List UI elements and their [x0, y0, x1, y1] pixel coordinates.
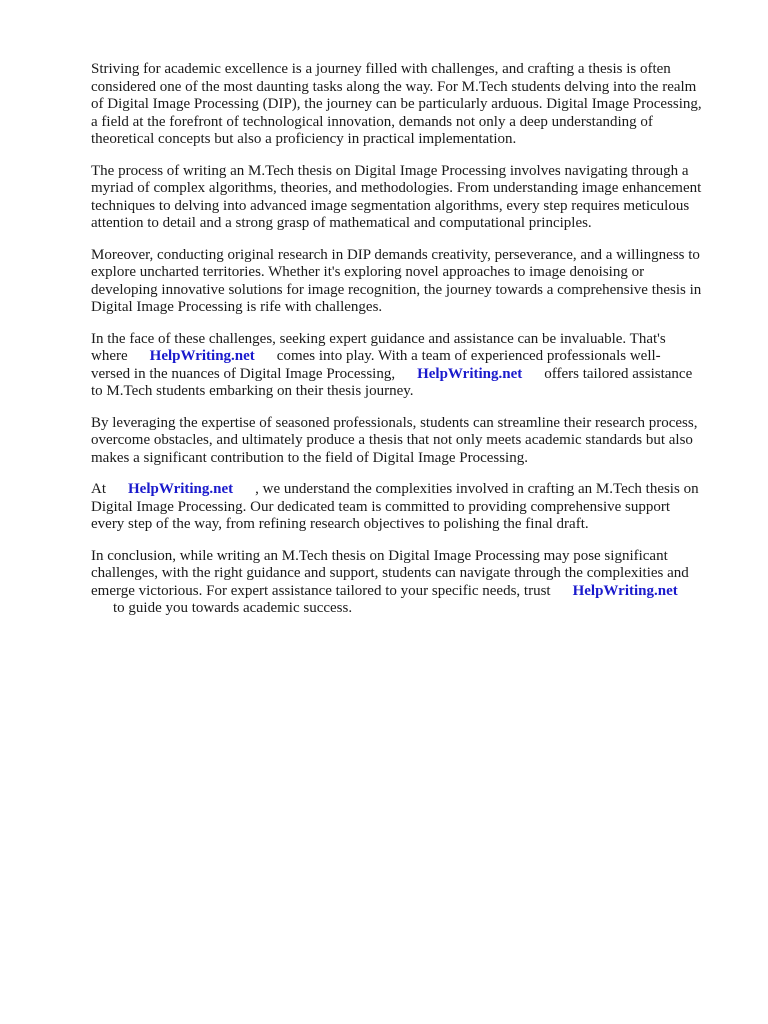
text-line — [91, 548, 702, 566]
text-segment: offers tailored assistance — [544, 365, 693, 382]
text-line — [91, 583, 702, 601]
text-segment: a field at the forefront of technological innovation, demands not only a deep understanding of — [91, 113, 653, 130]
text-segment: of Digital Image Processing (DIP), the journey can be particularly arduous. Digital Image Processing, — [91, 96, 702, 112]
text-segment: makes a significant contribution to the field of Digital Image Processing. — [91, 449, 528, 466]
text-line — [91, 366, 702, 384]
text-segment: Digital Image Processing is rife with challenges. — [91, 299, 383, 315]
text-segment: At — [91, 481, 106, 497]
text-segment: Striving for academic excellence is a journey filled with challenges, and crafting a thesis is often — [91, 61, 671, 77]
helpwriting-link[interactable]: HelpWriting.net — [128, 481, 234, 497]
text-line — [91, 198, 702, 216]
text-line — [91, 499, 702, 517]
text-line — [91, 348, 702, 366]
text-segment: attention to detail and a strong grasp of mathematical and computational principles. — [91, 215, 592, 231]
text-line — [91, 180, 702, 198]
text-line — [91, 131, 702, 149]
text-segment: theoretical concepts but also a proficiency in practical implementation. — [91, 131, 517, 147]
paragraph — [91, 163, 702, 233]
text-line — [91, 61, 702, 79]
helpwriting-link[interactable]: HelpWriting.net — [417, 365, 523, 382]
text-line — [91, 247, 702, 265]
text-line — [91, 299, 702, 317]
text-segment: emerge victorious. For expert assistance tailored to your specific needs, trust — [91, 582, 551, 599]
text-segment: where — [91, 348, 128, 364]
paragraph — [91, 481, 702, 534]
text-segment: developing innovative solutions for image recognition, the journey towards a comprehensive thesis in — [91, 281, 702, 298]
text-line — [91, 450, 702, 468]
text-segment: The process of writing an M.Tech thesis on Digital Image Processing involves navigating through a — [91, 162, 689, 179]
text-segment: comes into play. With a team of experienced professionals well- — [276, 348, 661, 364]
text-segment: By leveraging the expertise of seasoned professionals, students can streamline their research process, — [91, 414, 698, 431]
text-segment: , we understand the complexities involved in crafting an M.Tech thesis on — [255, 481, 699, 497]
text-line — [91, 96, 702, 114]
document-body — [91, 61, 702, 632]
paragraph — [91, 247, 702, 317]
text-segment: explore uncharted territories. Whether it's exploring novel approaches to image denoising or — [91, 264, 645, 280]
text-line — [91, 565, 702, 583]
text-line — [91, 79, 702, 97]
text-segment: to guide you towards academic success. — [113, 600, 353, 616]
helpwriting-link[interactable]: HelpWriting.net — [149, 348, 255, 364]
paragraph — [91, 548, 702, 618]
text-line — [91, 331, 702, 349]
text-line — [91, 481, 702, 499]
text-segment: myriad of complex algorithms, theories, and methodologies. From understanding image enhancement — [91, 180, 702, 196]
text-line — [91, 432, 702, 450]
text-segment: every step of the way, from refining research objectives to polishing the final draft. — [91, 516, 589, 532]
text-line — [91, 383, 702, 401]
text-line — [91, 114, 702, 132]
text-line — [91, 516, 702, 534]
text-line — [91, 163, 702, 181]
text-segment: to M.Tech students embarking on their thesis journey. — [91, 383, 414, 399]
text-segment: Digital Image Processing. Our dedicated team is committed to providing comprehensive support — [91, 498, 671, 515]
text-line — [91, 215, 702, 233]
paragraph — [91, 331, 702, 401]
text-line — [91, 600, 702, 618]
paragraph — [91, 61, 702, 149]
text-line — [91, 282, 702, 300]
text-segment: considered one of the most daunting tasks along the way. For M.Tech students delving into the realm — [91, 78, 697, 95]
helpwriting-link[interactable]: HelpWriting.net — [572, 582, 678, 599]
text-segment: Moreover, conducting original research in DIP demands creativity, perseverance, and a willingness to — [91, 246, 700, 263]
text-segment: In conclusion, while writing an M.Tech thesis on Digital Image Processing may pose significant — [91, 547, 668, 564]
text-segment: In the face of these challenges, seeking expert guidance and assistance can be invaluable. That's — [91, 330, 666, 347]
text-line — [91, 264, 702, 282]
paragraph — [91, 415, 702, 468]
text-segment: versed in the nuances of Digital Image Processing, — [91, 365, 396, 382]
text-line — [91, 415, 702, 433]
text-segment: challenges, with the right guidance and support, students can navigate through the complexities and — [91, 565, 689, 581]
text-segment: techniques to delving into advanced image segmentation algorithms, every step requires meticulous — [91, 197, 690, 214]
text-segment: overcome obstacles, and ultimately produce a thesis that not only meets academic standards but also — [91, 432, 693, 448]
